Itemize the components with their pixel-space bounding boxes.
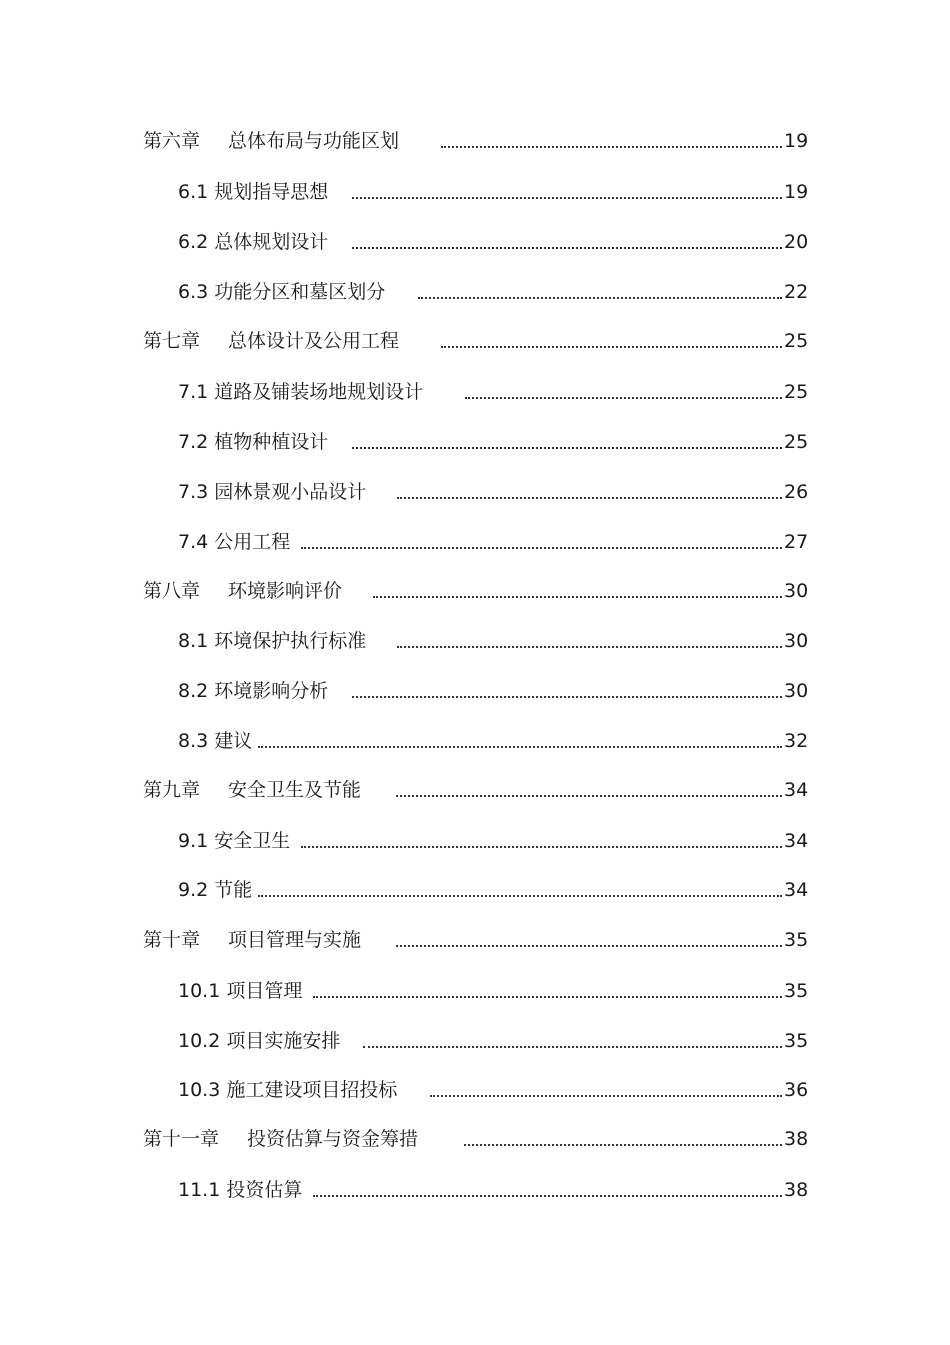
page-number: 30 <box>784 680 809 702</box>
dot-leader <box>430 1095 782 1097</box>
chapter-title: 投资估算与资金筹措 <box>247 1128 419 1150</box>
section-title: 9.1 安全卫生 <box>178 830 291 852</box>
section-title: 8.1 环境保护执行标准 <box>178 630 367 652</box>
chapter-title: 安全卫生及节能 <box>228 779 362 801</box>
section-title: 9.2 节能 <box>178 879 253 901</box>
dot-leader <box>464 1144 782 1146</box>
page-number: 38 <box>784 1179 809 1201</box>
toc-section-11-1[interactable] <box>0 1176 950 1204</box>
chapter-title: 项目管理与实施 <box>228 929 362 951</box>
dot-leader <box>352 696 782 698</box>
dot-leader <box>313 996 782 998</box>
dot-leader <box>352 197 782 199</box>
page-number: 25 <box>784 431 809 453</box>
toc-section-8-2[interactable] <box>0 677 950 705</box>
section-title: 8.2 环境影响分析 <box>178 680 329 702</box>
toc-section-10-3[interactable] <box>0 1076 950 1104</box>
dot-leader <box>396 795 782 797</box>
page-number: 32 <box>784 730 809 752</box>
toc-section-6-1[interactable] <box>0 178 950 206</box>
page-number: 35 <box>784 980 809 1002</box>
dot-leader <box>352 247 782 249</box>
page-number: 35 <box>784 929 809 951</box>
section-title: 10.2 项目实施安排 <box>178 1030 341 1052</box>
dot-leader <box>441 346 782 348</box>
section-title: 7.4 公用工程 <box>178 531 291 553</box>
page-number: 34 <box>784 779 809 801</box>
chapter-title: 环境影响评价 <box>228 580 343 602</box>
toc-section-7-2[interactable] <box>0 428 950 456</box>
dot-leader <box>363 1046 782 1048</box>
page-number: 25 <box>784 330 809 352</box>
section-title: 7.3 园林景观小品设计 <box>178 481 367 503</box>
chapter-title: 总体设计及公用工程 <box>228 330 400 352</box>
dot-leader <box>301 846 782 848</box>
chapter-number: 第七章 <box>143 330 201 352</box>
toc-chapter-7[interactable] <box>0 327 950 355</box>
page-number: 38 <box>784 1128 809 1150</box>
toc-chapter-11[interactable] <box>0 1125 950 1153</box>
toc-section-9-1[interactable] <box>0 827 950 855</box>
chapter-number: 第十章 <box>143 929 201 951</box>
chapter-number: 第十一章 <box>143 1128 220 1150</box>
page-number: 22 <box>784 281 809 303</box>
toc-section-6-3[interactable] <box>0 278 950 306</box>
dot-leader <box>441 146 782 148</box>
page-number: 30 <box>784 580 809 602</box>
section-title: 8.3 建议 <box>178 730 253 752</box>
chapter-number: 第六章 <box>143 130 201 152</box>
dot-leader <box>373 596 782 598</box>
toc-chapter-6[interactable] <box>0 127 950 155</box>
dot-leader <box>418 297 782 299</box>
section-title: 6.2 总体规划设计 <box>178 231 329 253</box>
dot-leader <box>465 397 782 399</box>
page-number: 25 <box>784 381 809 403</box>
toc-section-8-1[interactable] <box>0 627 950 655</box>
section-title: 11.1 投资估算 <box>178 1179 303 1201</box>
page-number: 30 <box>784 630 809 652</box>
dot-leader <box>397 497 782 499</box>
page-number: 34 <box>784 830 809 852</box>
section-title: 10.1 项目管理 <box>178 980 303 1002</box>
chapter-number: 第八章 <box>143 580 201 602</box>
toc-section-7-4[interactable] <box>0 528 950 556</box>
toc-section-10-1[interactable] <box>0 977 950 1005</box>
chapter-title: 总体布局与功能区划 <box>228 130 400 152</box>
page-number: 19 <box>784 130 809 152</box>
section-title: 10.3 施工建设项目招投标 <box>178 1079 398 1101</box>
section-title: 6.1 规划指导思想 <box>178 181 329 203</box>
toc-chapter-9[interactable] <box>0 776 950 804</box>
section-title: 7.2 植物种植设计 <box>178 431 329 453</box>
dot-leader <box>258 746 782 748</box>
page-number: 27 <box>784 531 809 553</box>
toc-section-8-3[interactable] <box>0 727 950 755</box>
page-number: 19 <box>784 181 809 203</box>
section-title: 7.1 道路及铺装场地规划设计 <box>178 381 424 403</box>
toc-section-7-1[interactable] <box>0 378 950 406</box>
section-title: 6.3 功能分区和墓区划分 <box>178 281 386 303</box>
dot-leader <box>396 945 782 947</box>
toc-section-6-2[interactable] <box>0 228 950 256</box>
dot-leader <box>397 646 782 648</box>
toc-section-9-2[interactable] <box>0 876 950 904</box>
chapter-number: 第九章 <box>143 779 201 801</box>
dot-leader <box>313 1195 782 1197</box>
page-number: 26 <box>784 481 809 503</box>
page-number: 35 <box>784 1030 809 1052</box>
toc-chapter-8[interactable] <box>0 577 950 605</box>
page-number: 34 <box>784 879 809 901</box>
toc-section-7-3[interactable] <box>0 478 950 506</box>
dot-leader <box>352 447 782 449</box>
page-number: 36 <box>784 1079 809 1101</box>
toc-chapter-10[interactable] <box>0 926 950 954</box>
toc-section-10-2[interactable] <box>0 1027 950 1055</box>
page-number: 20 <box>784 231 809 253</box>
dot-leader <box>258 895 782 897</box>
dot-leader <box>301 547 782 549</box>
